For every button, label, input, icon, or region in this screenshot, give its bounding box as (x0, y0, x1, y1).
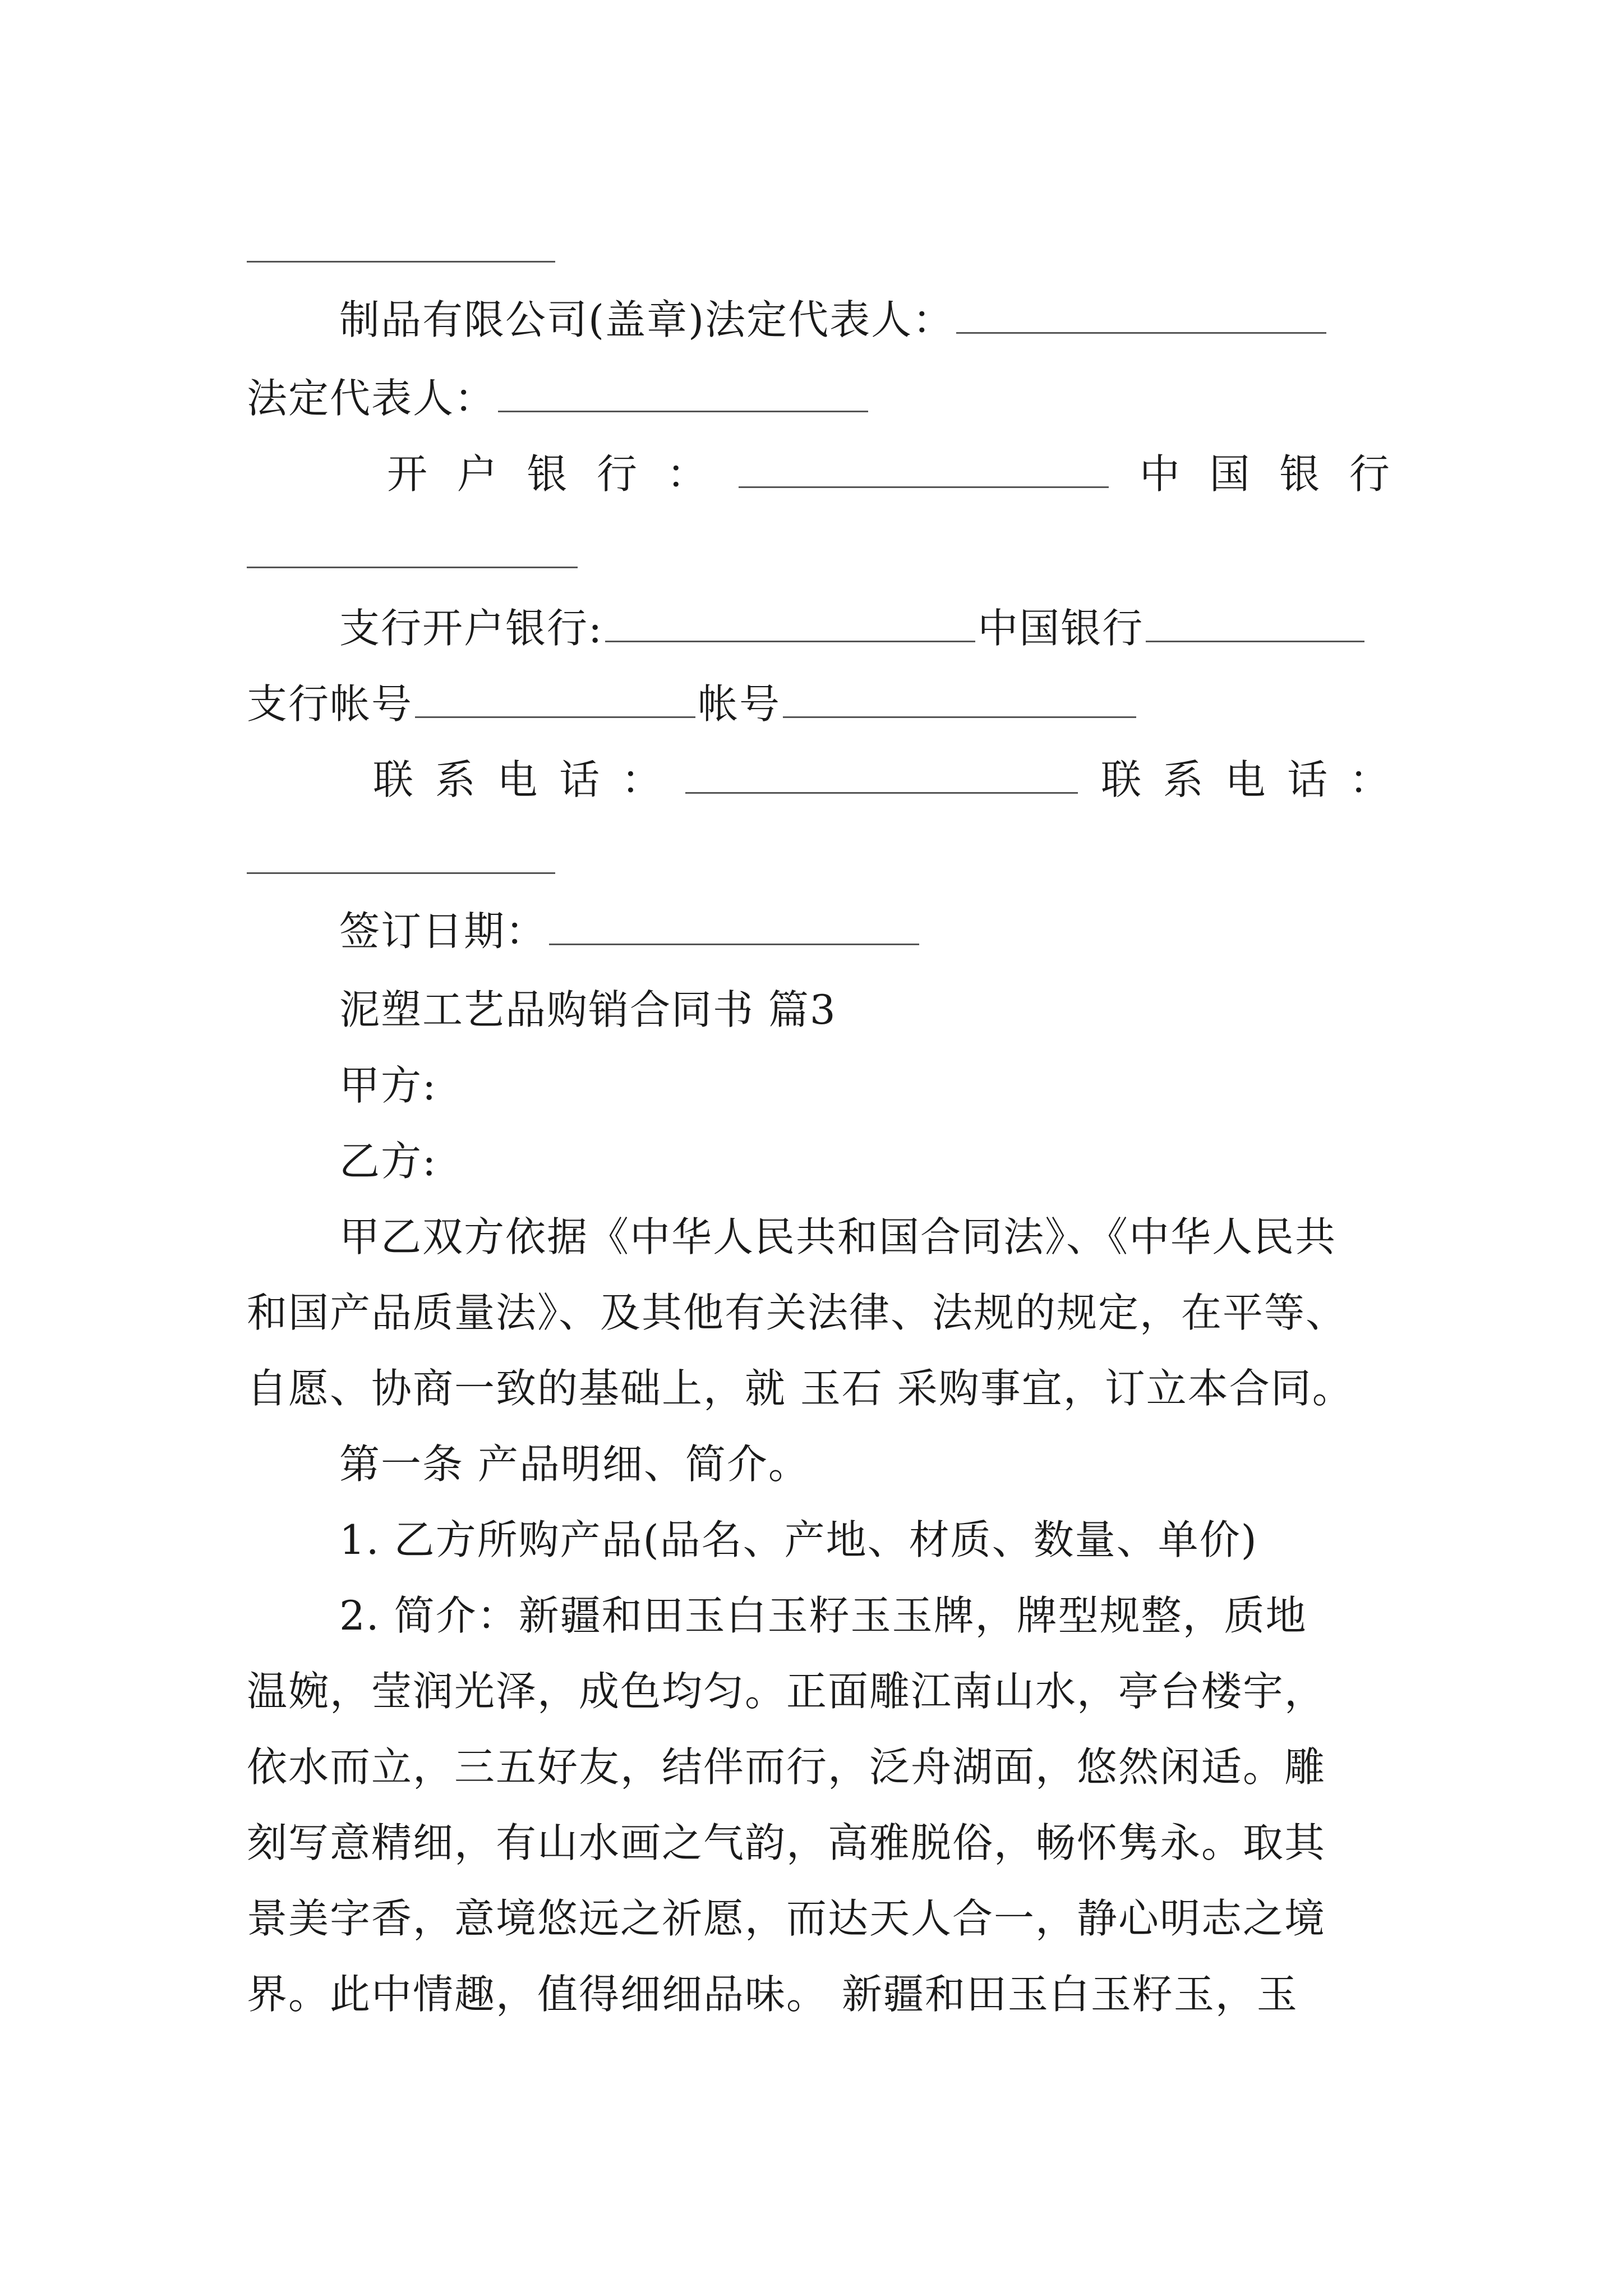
phone-char: 联 (1101, 756, 1143, 803)
account-line (247, 676, 1391, 732)
sign-date-line (339, 903, 1483, 959)
bank-label-char: 行 (596, 450, 638, 498)
item-2-line: 界。此中情趣，值得细细品味。 新疆和田玉白玉籽玉，玉 (247, 1971, 1298, 2018)
phone-char: ： (1349, 756, 1391, 803)
bank-b-value: 中国银行 (978, 605, 1144, 652)
branch-account-label: 支行帐号 (247, 680, 413, 728)
bank-line-b (339, 600, 1391, 656)
phone-char: 话 (559, 756, 601, 803)
phone-char: 电 (1225, 756, 1267, 803)
phone-char: 话 (1287, 756, 1329, 803)
bank-b-value-blank (1146, 607, 1364, 642)
legal-rep-line (247, 370, 1391, 426)
party-a: 甲方: (339, 1062, 437, 1109)
item-2-line: 温婉，莹润光泽，成色均匀。正面雕江南山水，亭台楼宇， (247, 1668, 1326, 1715)
phone-char: 系 (435, 756, 477, 803)
intro-line: 甲乙双方依据《中华人民共和国合同法》、《中华人民共 (339, 1213, 1337, 1260)
phone-char: 联 (373, 756, 415, 803)
item-2-line: 2. 简介：新疆和田玉白玉籽玉玉牌，牌型规整，质地 (339, 1592, 1307, 1639)
blank-underline (247, 261, 555, 263)
bank-value-char: 中 (1139, 450, 1181, 498)
bank-label-char: 银 (527, 450, 569, 498)
blank-underline (247, 567, 578, 568)
phone-char: ： (621, 756, 663, 803)
item-2-line: 刻写意精细，有山水画之气韵，高雅脱俗，畅怀隽永。取其 (247, 1819, 1326, 1866)
legal-rep-blank-2 (498, 377, 868, 412)
item-1: 1. 乙方所购产品(品名、产地、材质、数量、单价) (339, 1516, 1258, 1563)
bank-b-label: 支行开户银行: (339, 605, 603, 652)
phone-a-blank (685, 758, 1078, 794)
sign-date-blank (549, 910, 919, 945)
legal-rep-blank (956, 298, 1326, 334)
company-seal-line (339, 292, 1391, 348)
bank-value-char: 行 (1349, 450, 1391, 498)
phone-line (373, 752, 1391, 808)
phone-char: 电 (497, 756, 539, 803)
legal-rep-text: 法定代表人： (247, 375, 496, 422)
account-label: 帐号 (698, 680, 781, 728)
sign-date-label: 签订日期： (339, 908, 547, 955)
bank-label-char: 开 (387, 450, 429, 498)
bank-line-a (387, 446, 1391, 502)
item-2-line: 依水而立，三五好友，结伴而行，泛舟湖面，悠然闲适。雕 (247, 1743, 1326, 1791)
bank-b-blank (605, 607, 975, 642)
bank-value-char: 银 (1279, 450, 1321, 498)
party-b: 乙方: (339, 1138, 437, 1185)
branch-account-blank (415, 683, 695, 718)
bank-a-blank (739, 453, 1109, 488)
company-seal-text: 制品有限公司(盖章)法定代表人： (339, 296, 955, 343)
intro-line: 自愿、协商一致的基础上，就 玉石 采购事宜，订立本合同。 (247, 1365, 1354, 1412)
intro-line: 和国产品质量法》、及其他有关法律、法规的规定，在平等、 (247, 1289, 1348, 1336)
item-2-line: 景美字香，意境悠远之祈愿，而达天人合一，静心明志之境 (247, 1895, 1326, 1942)
section-title: 泥塑工艺品购销合同书 篇3 (339, 986, 837, 1033)
blank-underline (247, 872, 555, 874)
account-blank (783, 683, 1136, 718)
bank-value-char: 国 (1209, 450, 1251, 498)
bank-label-char: 户 (457, 450, 499, 498)
article-1-heading: 第一条 产品明细、简介。 (339, 1441, 810, 1488)
phone-char: 系 (1163, 756, 1205, 803)
bank-label-char: ： (666, 450, 708, 498)
